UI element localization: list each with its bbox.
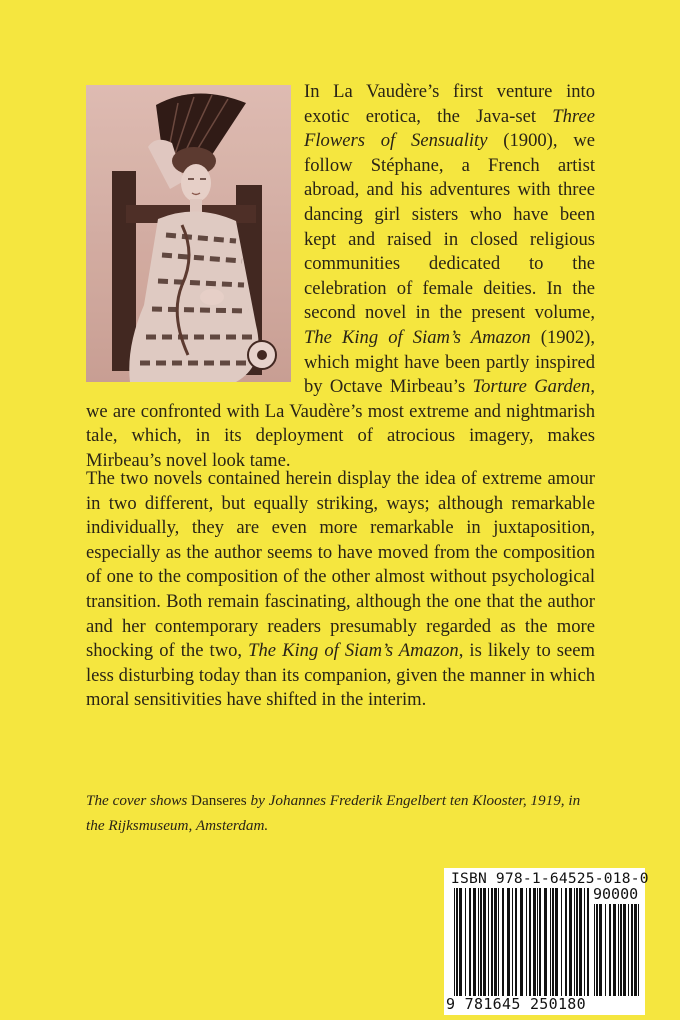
blurb-text: (1900), we follow Stéphane, a French artist abroad, and his adventures with three dancing girl sisters who have been kept and raised in closed religious communities dedicated to the celebration of female deities. In the second novel in the present volume, — [304, 130, 595, 324]
credit-text: The cover shows — [86, 792, 192, 809]
blurb-paragraph-1 — [86, 80, 595, 474]
book-title-king-of-siams-amazon: The King of Siam’s Amazon — [304, 326, 531, 348]
isbn-number: ISBN 978-1-64525-018-0 — [451, 870, 649, 887]
isbn-barcode — [444, 868, 649, 1015]
blurb-text: , we are confronted with La Vaudère’s most extreme and nightmarish tale, which, in its deployment of atrocious imagery, makes Mirbeau’s novel look tame. — [86, 376, 595, 471]
ean-number: 9 781645 250180 — [446, 995, 586, 1013]
blurb-text: , is likely to seem less disturbing today than its companion, given the manner in which moral sensitivities have shifted in the interim. — [86, 640, 596, 711]
credit-text: by Johannes Frederik Engelbert ten Klooster, 1919, in the Rijksmuseum, Amsterdam. — [86, 792, 581, 834]
blurb-text: In La Vaudère’s first venture into exotic erotica, the Java-set — [304, 81, 595, 127]
blurb-text: (1902), which might have been partly inspired by Octave Mirbeau’s — [304, 326, 595, 398]
book-title-king-of-siams-amazon: The King of Siam’s Amazon — [248, 640, 459, 662]
book-title-torture-garden: Torture Garden — [472, 376, 591, 398]
book-title-three-flowers: Three Flowers of Sensuality — [304, 105, 595, 152]
cover-credit — [86, 788, 595, 838]
blurb-text: The two novels contained herein display the idea of extreme amour in two different, but equally striking, ways; although remarkable individually, they are even more remarkable in juxtaposition, especially as the author seems to have moved from the composition of one to the composition of the other almost without psychological transition. Both remain fascinating, although the one that the author and her contemporary readers presumably regarded as the more shocking of the two, — [86, 468, 595, 662]
photo-spacer — [86, 80, 304, 384]
price-code: 90000 — [593, 885, 639, 903]
artwork-title: Danseres — [191, 792, 247, 809]
blurb-paragraph-2 — [86, 467, 595, 713]
